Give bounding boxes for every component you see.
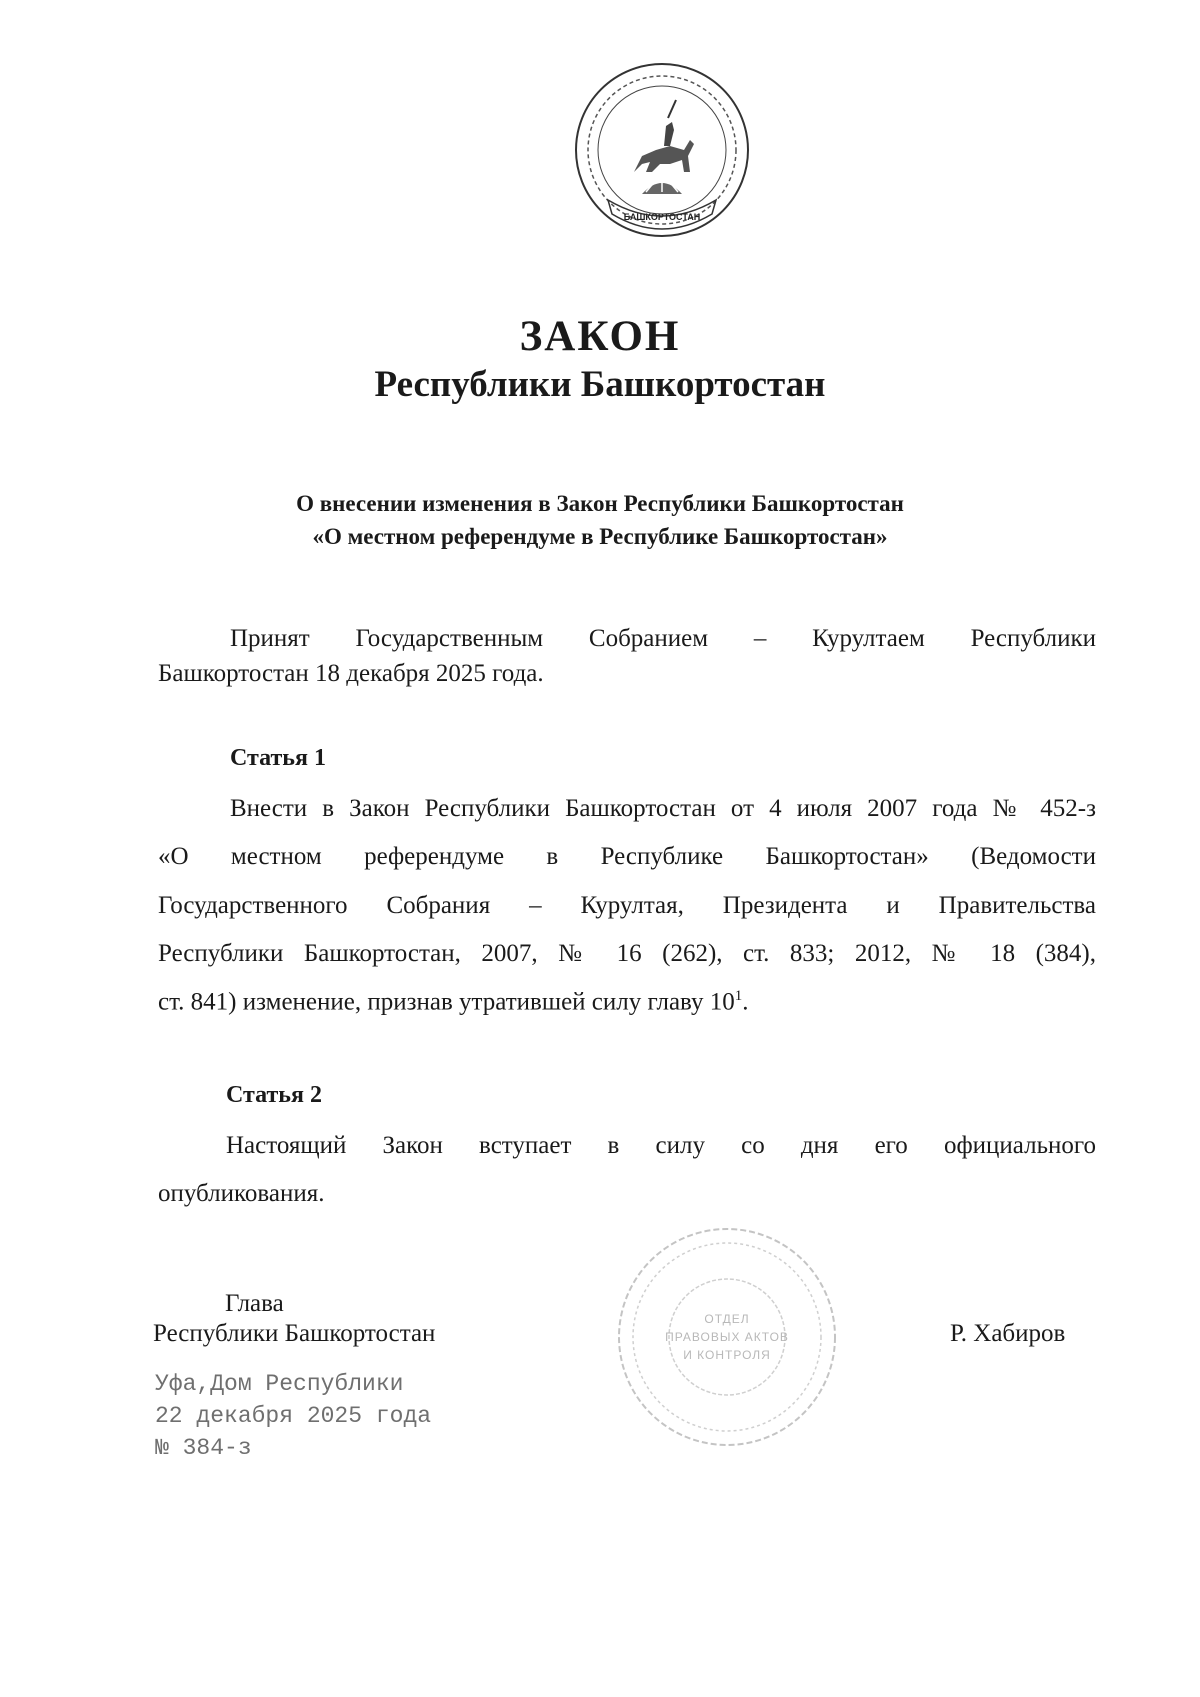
chapter-superscript: 1 xyxy=(734,988,743,1004)
law-subject-line1: О внесении изменения в Закон Республики Башкортостан xyxy=(296,491,904,516)
signatory-position-line2: Республики Башкортостан xyxy=(153,1320,436,1347)
place-line: Уфа,Дом Республики xyxy=(155,1371,404,1397)
date-line: 22 декабря 2025 года xyxy=(155,1403,432,1429)
stamp-line1: ОТДЕЛ xyxy=(704,1312,750,1326)
article1-heading: Статья 1 xyxy=(230,745,326,771)
article1-last-end: . xyxy=(742,988,749,1016)
law-number: № 384-з xyxy=(155,1435,252,1461)
article2-heading: Статья 2 xyxy=(226,1082,322,1108)
article1-last-text: ст. 841) изменение, признав утратившей силу главу 10 xyxy=(158,988,735,1016)
law-republic: Республики Башкортостан xyxy=(374,364,826,405)
adoption-line2: Башкортостан 18 декабря 2025 года. xyxy=(158,660,544,687)
signatory-name: Р. Хабиров xyxy=(950,1320,1066,1347)
law-title-word: ЗАКОН xyxy=(519,313,681,360)
law-subject-line2: «О местном референдуме в Республике Башкортостан» xyxy=(312,524,888,549)
article2-line2: опубликования. xyxy=(158,1180,325,1207)
emblem-ribbon-text: БАШКОРТОСТАН xyxy=(623,212,701,222)
adoption-line1: Принят Государственным Собранием – Курултаем Республики xyxy=(230,625,1096,652)
article1-line4: Республики Башкортостан, 2007, № 16 (262), ст. 833; 2012, № 18 (384), xyxy=(158,940,1096,967)
stamp-line2: ПРАВОВЫХ АКТОВ xyxy=(665,1330,789,1344)
article1-line2: «О местном референдуме в Республике Башкортостан» (Ведомости xyxy=(158,843,1096,870)
stamp-line3: И КОНТРОЛЯ xyxy=(683,1348,771,1362)
article1-line3: Государственного Собрания – Курултая, Президента и Правительства xyxy=(158,892,1096,919)
signatory-position-line1: Глава xyxy=(225,1290,284,1317)
article2-line1: Настоящий Закон вступает в силу со дня его официального xyxy=(226,1132,1096,1159)
article1-line1: Внести в Закон Республики Башкортостан от 4 июля 2007 года № 452-з xyxy=(230,795,1096,822)
coat-of-arms-icon xyxy=(572,60,752,240)
article1-line5 xyxy=(158,988,1096,1016)
